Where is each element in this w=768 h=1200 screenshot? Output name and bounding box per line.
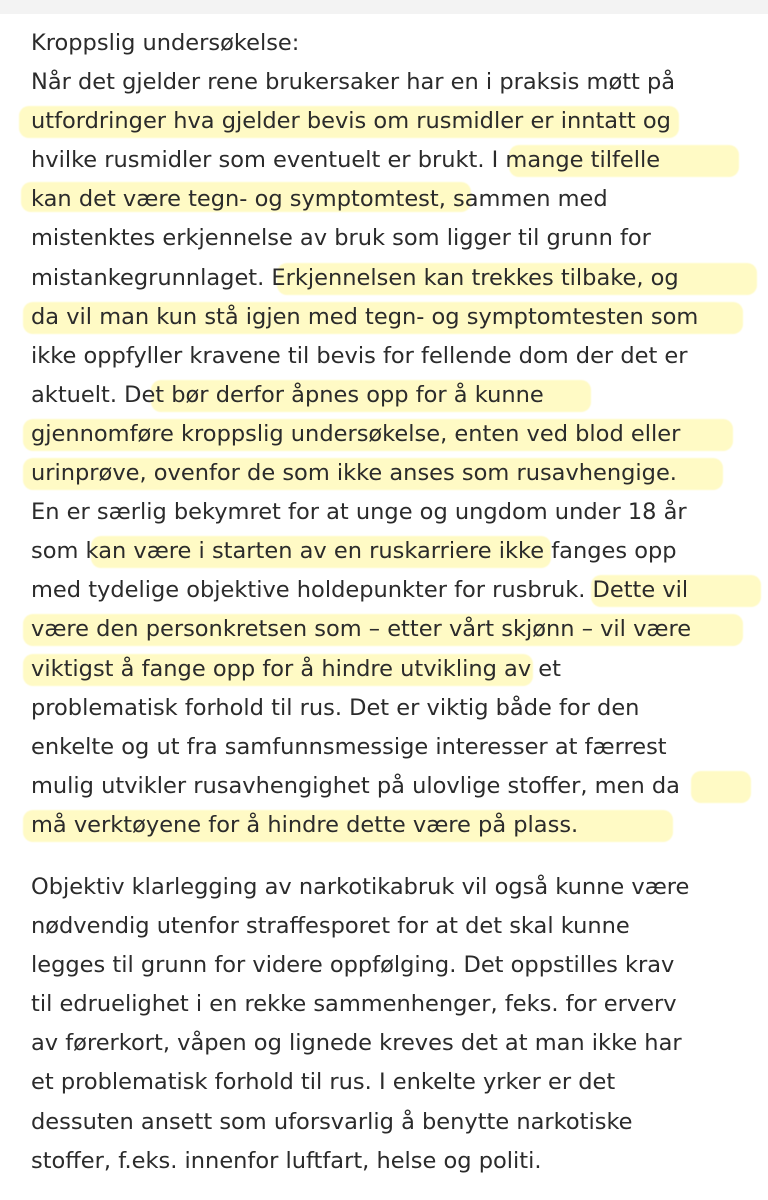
text-line: dessuten ansett som uforsvarlig å benytte narkotiske [31,1108,633,1135]
text-line: problematisk forhold til rus. Det er viktig både for den [31,694,640,721]
document-body [31,24,751,1181]
text-line: Når det gjelder rene brukersaker har en i praksis møtt på [31,69,676,96]
text-line: av førerkort, våpen og lignede kreves det at man ikke har [31,1030,682,1057]
text-line: legges til grunn for videre oppfølging. Det oppstilles krav [31,952,675,979]
paragraph-2 [31,868,751,1181]
text-line: være den personkretsen som – etter vårt skjønn – vil være [31,610,751,649]
text-line: En er særlig bekymret for at unge og ungdom under 18 år [31,499,687,526]
text-line: som kan være i starten av en ruskarriere ikke fanges opp [31,532,751,571]
text-line: stoffer, f.eks. innenfor luftfart, helse og politi. [31,1147,542,1174]
text-line: et problematisk forhold til rus. I enkelte yrker er det [31,1069,616,1096]
text-line: med tydelige objektive holdepunkter for rusbruk. Dette vil [31,571,751,610]
section-heading: Kroppslig undersøkelse: [31,30,300,56]
text-line: utfordringer hva gjelder bevis om rusmidler er inntatt og [31,102,751,141]
text-line: Objektiv klarlegging av narkotikabruk vil også kunne være [31,873,690,900]
text-line: til edruelighet i en rekke sammenhenger, feks. for erverv [31,991,677,1018]
paragraph-1 [31,63,751,845]
text-line: kan det være tegn- og symptomtest, sammen med [31,180,751,219]
text-line: enkelte og ut fra samfunnsmessige interesser at færrest [31,733,667,760]
text-line: hvilke rusmidler som eventuelt er brukt. I mange tilfelle [31,141,751,180]
text-line: gjennomføre kroppslig undersøkelse, enten ved blod eller [31,415,751,454]
text-line: mistenktes erkjennelse av bruk som ligger til grunn for [31,225,651,252]
text-line: aktuelt. Det bør derfor åpnes opp for å kunne [31,376,751,415]
text-line: urinprøve, ovenfor de som ikke anses som rusavhengige. [31,454,751,493]
text-line: mistankegrunnlaget. Erkjennelsen kan trekkes tilbake, og [31,259,751,298]
text-line: viktigst å fange opp for å hindre utvikling av et [31,650,751,689]
text-line: ikke oppfyller kravene til bevis for fellende dom der det er [31,342,688,369]
text-line: må verktøyene for å hindre dette være på plass. [31,806,751,845]
text-line: nødvendig utenfor straffesporet for at det skal kunne [31,913,630,940]
text-line: mulig utvikler rusavhengighet på ulovlige stoffer, men da [31,767,751,806]
top-scroll-strip [0,0,768,14]
text-line: da vil man kun stå igjen med tegn- og symptomtesten som [31,298,751,337]
